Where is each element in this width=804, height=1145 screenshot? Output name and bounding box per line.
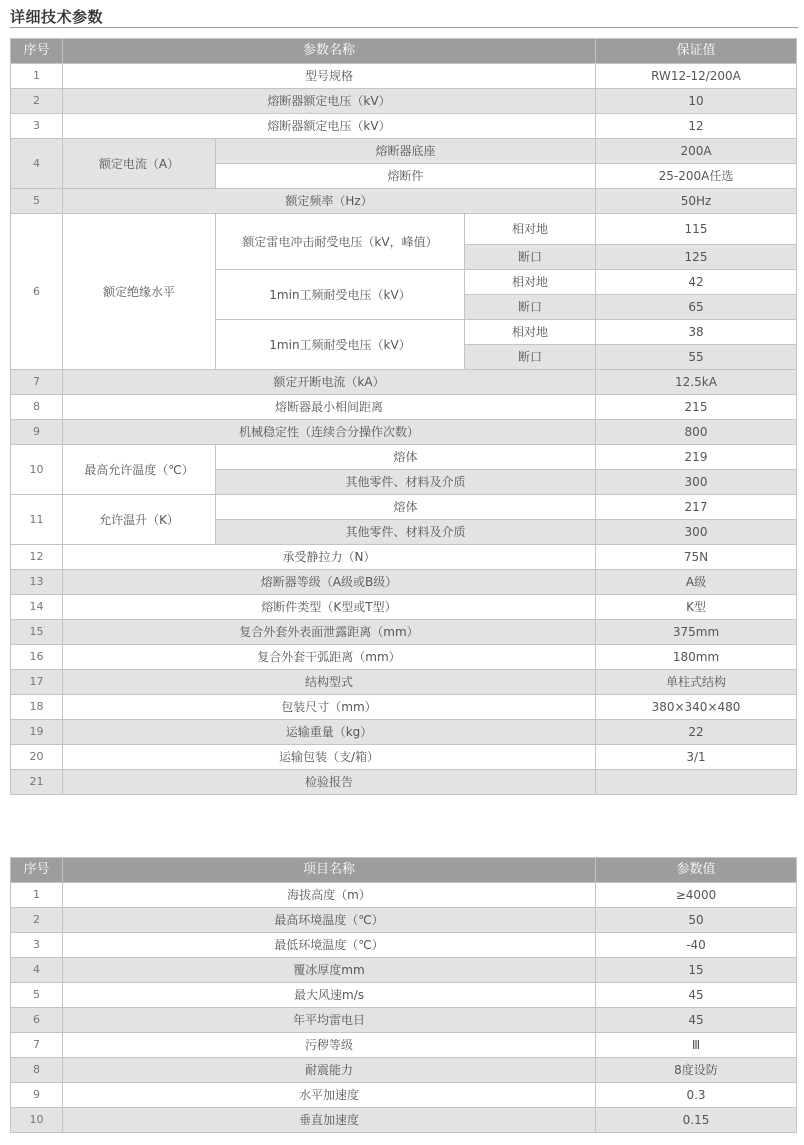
sub-parameter-name: 熔体 bbox=[216, 445, 596, 470]
sub-parameter-name: 其他零件、材料及介质 bbox=[216, 470, 596, 495]
sub-parameter-type: 断口 bbox=[465, 345, 596, 370]
parameter-value: 15 bbox=[596, 958, 797, 983]
parameter-name: 包装尺寸（mm） bbox=[63, 695, 596, 720]
guaranteed-value: 115 bbox=[596, 214, 797, 245]
table-row bbox=[11, 1108, 797, 1133]
parameter-value: 0.3 bbox=[596, 1083, 797, 1108]
row-number: 20 bbox=[11, 745, 63, 770]
row-number: 6 bbox=[11, 1008, 63, 1033]
table-row bbox=[11, 1083, 797, 1108]
item-name: 水平加速度 bbox=[63, 1083, 596, 1108]
sub-parameter-type: 断口 bbox=[465, 295, 596, 320]
parameter-name: 复合外套外表面泄露距离（mm） bbox=[63, 620, 596, 645]
guaranteed-value: 38 bbox=[596, 320, 797, 345]
guaranteed-value: K型 bbox=[596, 595, 797, 620]
sub-parameter-name: 1min工频耐受电压（kV） bbox=[216, 270, 465, 320]
table-row bbox=[11, 670, 797, 695]
row-number: 13 bbox=[11, 570, 63, 595]
parameter-name: 熔断器等级（A级或B级） bbox=[63, 570, 596, 595]
parameter-name: 运输重量（kg） bbox=[63, 720, 596, 745]
technical-parameters-table bbox=[10, 38, 797, 795]
table-row bbox=[11, 645, 797, 670]
table-row bbox=[11, 370, 797, 395]
table-row bbox=[11, 114, 797, 139]
parameter-name: 机械稳定性（连续合分操作次数） bbox=[63, 420, 596, 445]
header-guaranteed-value: 保证值 bbox=[596, 39, 797, 64]
guaranteed-value: 3/1 bbox=[596, 745, 797, 770]
table-row bbox=[11, 139, 797, 164]
guaranteed-value: 125 bbox=[596, 245, 797, 270]
table-header-row bbox=[11, 858, 797, 883]
header-no: 序号 bbox=[11, 39, 63, 64]
table-row bbox=[11, 214, 797, 245]
table-row bbox=[11, 1058, 797, 1083]
parameter-value: 8度设防 bbox=[596, 1058, 797, 1083]
guaranteed-value: 65 bbox=[596, 295, 797, 320]
parameter-name: 结构型式 bbox=[63, 670, 596, 695]
item-name: 污秽等级 bbox=[63, 1033, 596, 1058]
table-row bbox=[11, 695, 797, 720]
table-row bbox=[11, 933, 797, 958]
table-row bbox=[11, 958, 797, 983]
item-name: 垂直加速度 bbox=[63, 1108, 596, 1133]
row-number: 15 bbox=[11, 620, 63, 645]
sub-parameter-name: 熔体 bbox=[216, 495, 596, 520]
sub-parameter-name: 额定雷电冲击耐受电压（kV，峰值） bbox=[216, 214, 465, 270]
table-row bbox=[11, 745, 797, 770]
parameter-value: 45 bbox=[596, 983, 797, 1008]
row-number: 14 bbox=[11, 595, 63, 620]
parameter-name: 额定电流（A） bbox=[63, 139, 216, 189]
table-row bbox=[11, 445, 797, 470]
header-parameter-name: 参数名称 bbox=[63, 39, 596, 64]
row-number: 3 bbox=[11, 933, 63, 958]
row-number: 6 bbox=[11, 214, 63, 370]
row-number: 1 bbox=[11, 64, 63, 89]
guaranteed-value: 219 bbox=[596, 445, 797, 470]
guaranteed-value: 25-200A任选 bbox=[596, 164, 797, 189]
parameter-value: -40 bbox=[596, 933, 797, 958]
row-number: 1 bbox=[11, 883, 63, 908]
row-number: 2 bbox=[11, 89, 63, 114]
table-row bbox=[11, 908, 797, 933]
row-number: 2 bbox=[11, 908, 63, 933]
parameter-name: 额定频率（Hz） bbox=[63, 189, 596, 214]
parameter-name: 复合外套干弧距离（mm） bbox=[63, 645, 596, 670]
sub-parameter-type: 相对地 bbox=[465, 270, 596, 295]
parameter-name: 运输包装（支/箱） bbox=[63, 745, 596, 770]
guaranteed-value: 10 bbox=[596, 89, 797, 114]
parameter-value: 45 bbox=[596, 1008, 797, 1033]
guaranteed-value bbox=[596, 770, 797, 795]
title-divider bbox=[10, 27, 798, 28]
parameter-value: ≥4000 bbox=[596, 883, 797, 908]
row-number: 18 bbox=[11, 695, 63, 720]
row-number: 4 bbox=[11, 958, 63, 983]
row-number: 9 bbox=[11, 1083, 63, 1108]
table-row bbox=[11, 420, 797, 445]
table-row bbox=[11, 64, 797, 89]
table-row bbox=[11, 1008, 797, 1033]
guaranteed-value: 12.5kA bbox=[596, 370, 797, 395]
table-row bbox=[11, 570, 797, 595]
sub-parameter-name: 其他零件、材料及介质 bbox=[216, 520, 596, 545]
item-name: 最低环境温度（℃） bbox=[63, 933, 596, 958]
table-row bbox=[11, 720, 797, 745]
guaranteed-value: 380×340×480 bbox=[596, 695, 797, 720]
parameter-name: 承受静拉力（N） bbox=[63, 545, 596, 570]
sub-parameter-name: 熔断器底座 bbox=[216, 139, 596, 164]
guaranteed-value: 215 bbox=[596, 395, 797, 420]
row-number: 10 bbox=[11, 1108, 63, 1133]
row-number: 10 bbox=[11, 445, 63, 495]
table-row bbox=[11, 189, 797, 214]
guaranteed-value: 42 bbox=[596, 270, 797, 295]
guaranteed-value: 217 bbox=[596, 495, 797, 520]
table-row bbox=[11, 770, 797, 795]
parameter-value: 0.15 bbox=[596, 1108, 797, 1133]
parameter-name: 熔断器最小相间距离 bbox=[63, 395, 596, 420]
guaranteed-value: 180mm bbox=[596, 645, 797, 670]
parameter-name: 额定绝缘水平 bbox=[63, 214, 216, 370]
row-number: 16 bbox=[11, 645, 63, 670]
guaranteed-value: RW12-12/200A bbox=[596, 64, 797, 89]
row-number: 5 bbox=[11, 189, 63, 214]
parameter-name: 额定开断电流（kA） bbox=[63, 370, 596, 395]
item-name: 覆冰厚度mm bbox=[63, 958, 596, 983]
row-number: 8 bbox=[11, 395, 63, 420]
table-row bbox=[11, 495, 797, 520]
parameter-name: 熔断器额定电压（kV） bbox=[63, 89, 596, 114]
item-name: 海拔高度（m） bbox=[63, 883, 596, 908]
table-row bbox=[11, 89, 797, 114]
row-number: 7 bbox=[11, 1033, 63, 1058]
environment-conditions-table bbox=[10, 857, 797, 1133]
item-name: 耐震能力 bbox=[63, 1058, 596, 1083]
guaranteed-value: 75N bbox=[596, 545, 797, 570]
parameter-name: 检验报告 bbox=[63, 770, 596, 795]
guaranteed-value: 375mm bbox=[596, 620, 797, 645]
guaranteed-value: 200A bbox=[596, 139, 797, 164]
row-number: 11 bbox=[11, 495, 63, 545]
guaranteed-value: 300 bbox=[596, 470, 797, 495]
guaranteed-value: 800 bbox=[596, 420, 797, 445]
table-row bbox=[11, 395, 797, 420]
row-number: 5 bbox=[11, 983, 63, 1008]
parameter-name: 型号规格 bbox=[63, 64, 596, 89]
table-row bbox=[11, 545, 797, 570]
sub-parameter-name: 熔断件 bbox=[216, 164, 596, 189]
sub-parameter-type: 相对地 bbox=[465, 214, 596, 245]
row-number: 12 bbox=[11, 545, 63, 570]
item-name: 最高环境温度（℃） bbox=[63, 908, 596, 933]
row-number: 8 bbox=[11, 1058, 63, 1083]
row-number: 9 bbox=[11, 420, 63, 445]
item-name: 最大风速m/s bbox=[63, 983, 596, 1008]
guaranteed-value: 300 bbox=[596, 520, 797, 545]
parameter-name: 最高允许温度（℃） bbox=[63, 445, 216, 495]
sub-parameter-type: 断口 bbox=[465, 245, 596, 270]
item-name: 年平均雷电日 bbox=[63, 1008, 596, 1033]
table-row bbox=[11, 595, 797, 620]
parameter-name: 允许温升（K） bbox=[63, 495, 216, 545]
sub-parameter-type: 相对地 bbox=[465, 320, 596, 345]
guaranteed-value: 22 bbox=[596, 720, 797, 745]
guaranteed-value: A级 bbox=[596, 570, 797, 595]
sub-parameter-name: 1min工频耐受电压（kV） bbox=[216, 320, 465, 370]
page-title: 详细技术参数 bbox=[10, 8, 104, 26]
parameter-value: Ⅲ bbox=[596, 1033, 797, 1058]
row-number: 19 bbox=[11, 720, 63, 745]
row-number: 7 bbox=[11, 370, 63, 395]
guaranteed-value: 单柱式结构 bbox=[596, 670, 797, 695]
row-number: 4 bbox=[11, 139, 63, 189]
table-row bbox=[11, 983, 797, 1008]
table-row bbox=[11, 620, 797, 645]
parameter-name: 熔断件类型（K型或T型） bbox=[63, 595, 596, 620]
guaranteed-value: 55 bbox=[596, 345, 797, 370]
header-parameter-value: 参数值 bbox=[596, 858, 797, 883]
row-number: 21 bbox=[11, 770, 63, 795]
header-item-name: 项目名称 bbox=[63, 858, 596, 883]
table-header-row bbox=[11, 39, 797, 64]
guaranteed-value: 12 bbox=[596, 114, 797, 139]
header-no: 序号 bbox=[11, 858, 63, 883]
row-number: 3 bbox=[11, 114, 63, 139]
row-number: 17 bbox=[11, 670, 63, 695]
table-row bbox=[11, 883, 797, 908]
parameter-name: 熔断器额定电压（kV） bbox=[63, 114, 596, 139]
guaranteed-value: 50Hz bbox=[596, 189, 797, 214]
parameter-value: 50 bbox=[596, 908, 797, 933]
table-row bbox=[11, 1033, 797, 1058]
